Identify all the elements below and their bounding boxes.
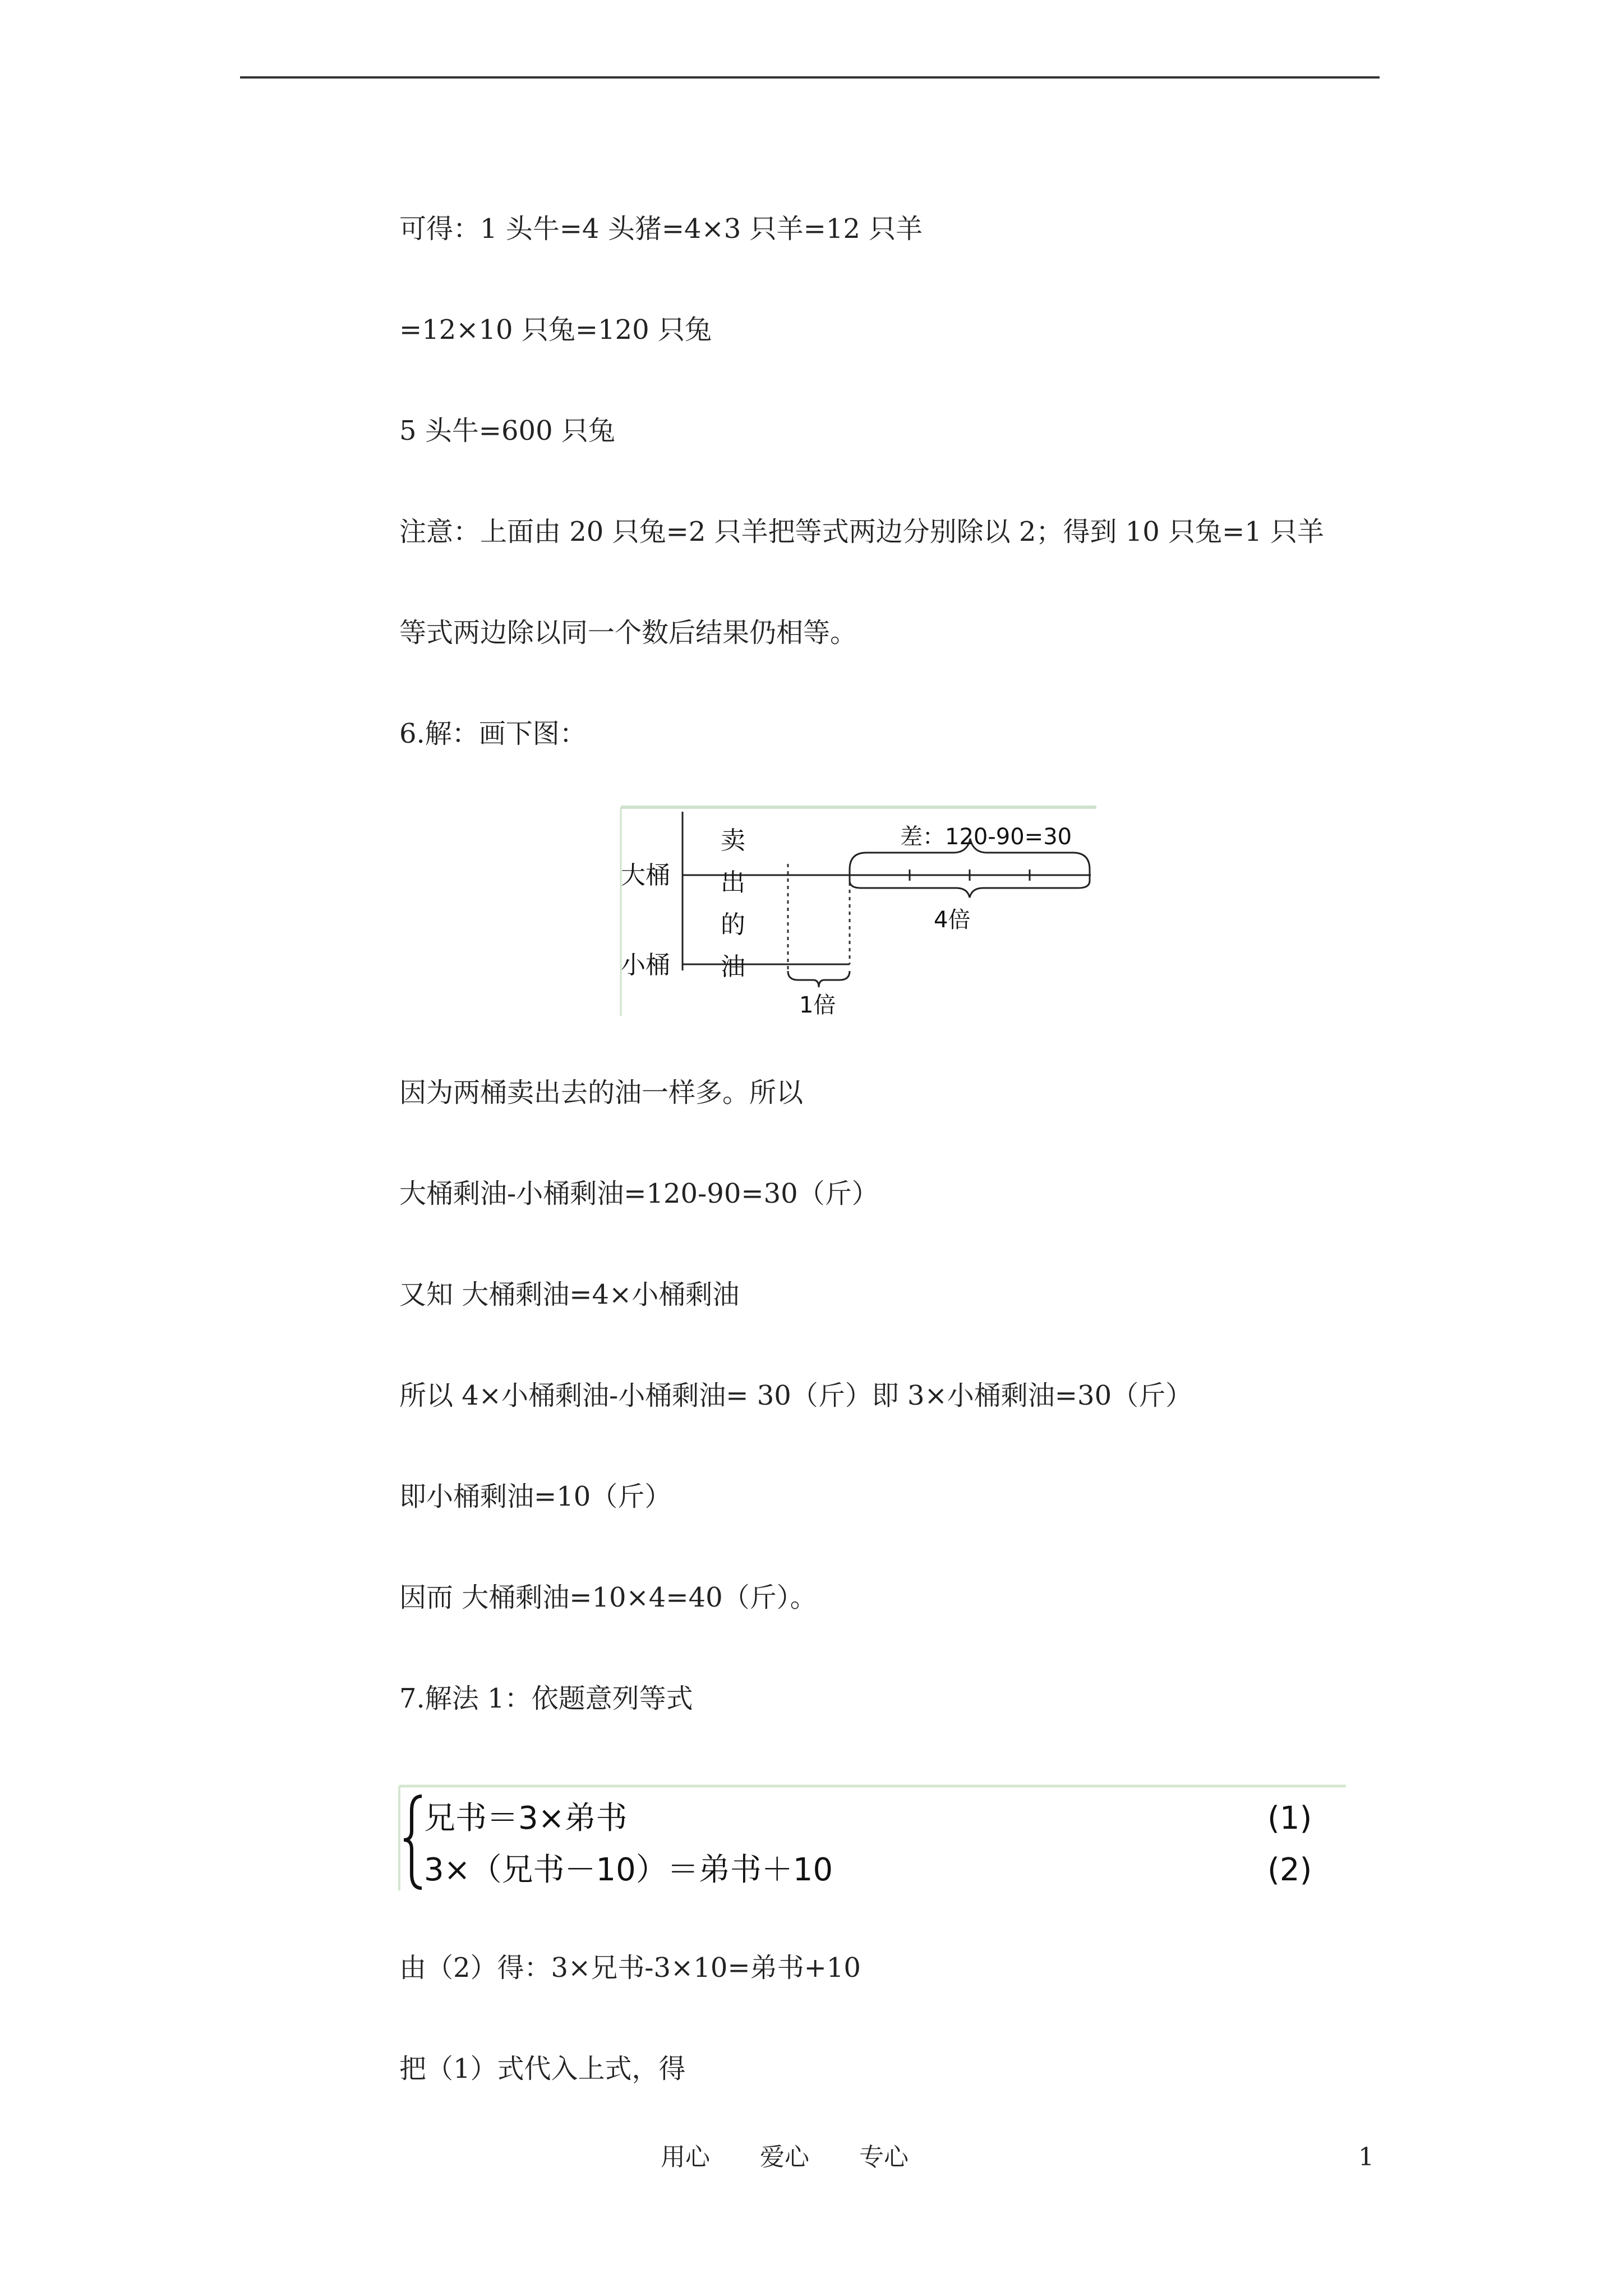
sold-oil-char-4: 油 (721, 953, 745, 981)
text-line-12: 因而 大桶剩油=10×4=40（斤）。 (399, 1582, 817, 1613)
four-times-brace (850, 881, 1090, 898)
small-bucket-label: 小桶 (621, 951, 670, 979)
equation-system (398, 1784, 1352, 1893)
brace-icon (404, 1796, 422, 1888)
sold-oil-char-2: 出 (721, 868, 745, 897)
one-times-brace (788, 971, 850, 987)
text-line-13: 7.解法 1：依题意列等式 (399, 1683, 693, 1714)
footer-motto-2: 爱心 (760, 2143, 809, 2171)
page-number: 1 (1358, 2143, 1374, 2171)
difference-label: 差：120-90=30 (900, 824, 1072, 850)
text-line-6: 6.解：画下图： (399, 718, 587, 749)
sold-oil-char-1: 卖 (721, 826, 745, 855)
text-line-14: 由（2）得：3×兄书-3×10=弟书+10 (399, 1952, 861, 1984)
text-line-5: 等式两边除以同一个数后结果仍相等。 (399, 617, 857, 648)
equation-1-label: (1) (1267, 1800, 1312, 1837)
text-line-1: 可得：1 头牛=4 头猪=4×3 只羊=12 只羊 (399, 213, 923, 245)
text-line-7: 因为两桶卖出去的油一样多。所以 (399, 1077, 804, 1108)
text-line-15: 把（1）式代入上式，得 (399, 2053, 686, 2085)
equation-2: 3×（兄书－10）＝弟书＋10 (424, 1852, 833, 1888)
text-line-9: 又知 大桶剩油=4×小桶剩油 (399, 1279, 740, 1310)
text-line-2: =12×10 只兔=120 只兔 (399, 314, 712, 346)
text-line-8: 大桶剩油-小桶剩油=120-90=30（斤） (399, 1178, 879, 1209)
equation-2-label: (2) (1267, 1852, 1312, 1888)
equation-1: 兄书＝3×弟书 (424, 1800, 628, 1837)
text-line-3: 5 头牛=600 只兔 (399, 415, 615, 447)
sold-oil-char-3: 的 (721, 910, 745, 939)
one-times-label: 1倍 (799, 992, 836, 1018)
four-times-label: 4倍 (934, 907, 971, 933)
header-rule (240, 76, 1380, 79)
footer-motto-3: 专心 (859, 2143, 909, 2171)
text-line-11: 即小桶剩油=10（斤） (399, 1481, 672, 1512)
text-line-10: 所以 4×小桶剩油-小桶剩油= 30（斤）即 3×小桶剩油=30（斤） (399, 1380, 1193, 1411)
oil-bucket-diagram (620, 805, 1102, 1018)
footer-motto-1: 用心 (661, 2143, 710, 2171)
big-bucket-label: 大桶 (621, 861, 670, 890)
text-line-4: 注意：上面由 20 只兔=2 只羊把等式两边分别除以 2；得到 10 只兔=1 只羊 (399, 516, 1325, 547)
